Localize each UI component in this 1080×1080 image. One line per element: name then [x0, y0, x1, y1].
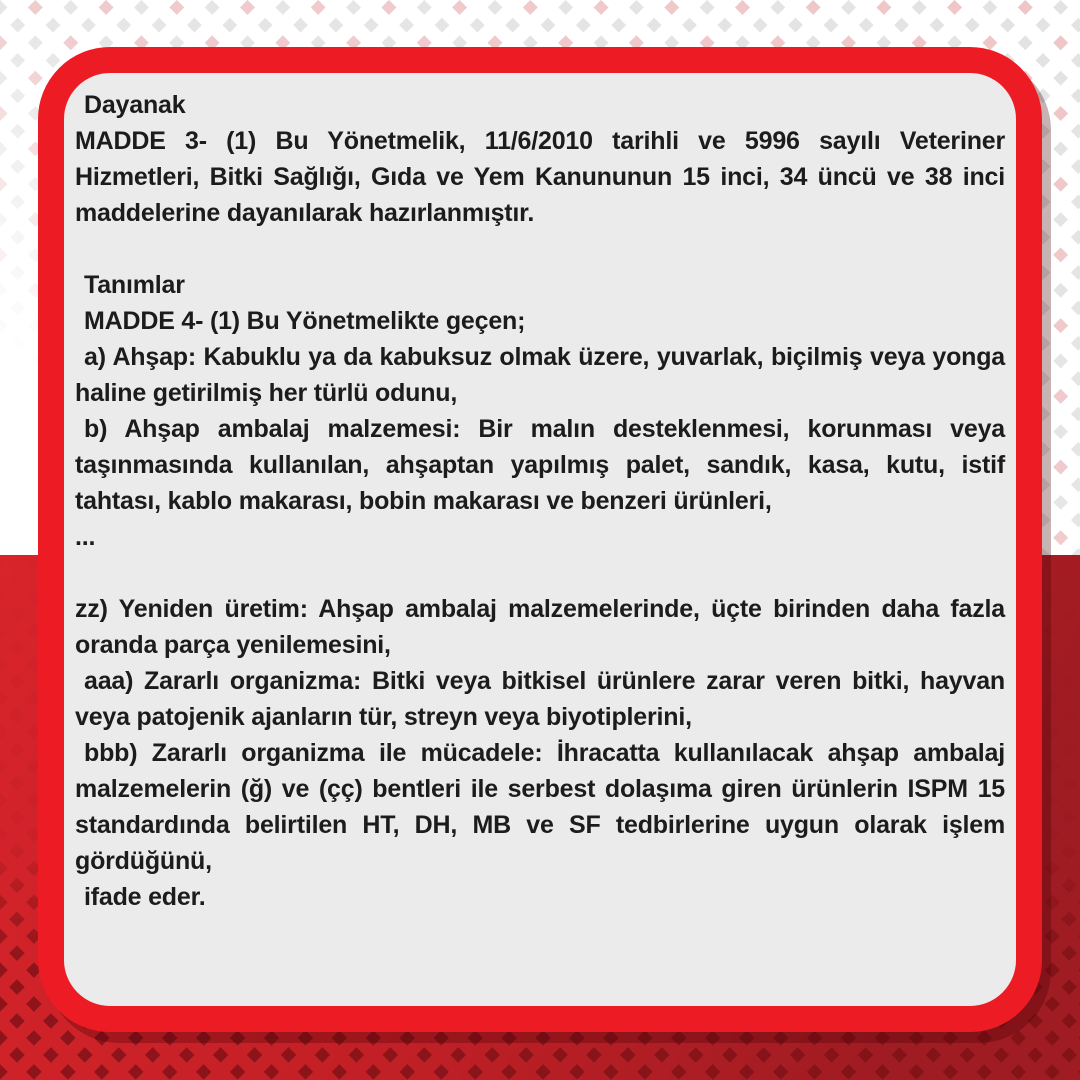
spacer	[75, 231, 1005, 267]
paragraph-item-b: b) Ahşap ambalaj malzemesi: Bir malın desteklenmesi, korunması veya taşınmasında kullanılan, ahşaptan yapılmış palet, sandık, kasa, kutu, istif tahtası, kablo makarası, bobin makarası ve benzeri ürünleri,	[75, 415, 1005, 515]
paragraph-madde4: MADDE 4- (1) Bu Yönetmelikte geçen;	[84, 307, 526, 335]
paragraph-ifade-eder: ifade eder.	[84, 883, 206, 911]
card-content	[64, 73, 1016, 1006]
text-card	[38, 47, 1042, 1032]
paragraph-item-bbb: bbb) Zararlı organizma ile mücadele: İhracatta kullanılacak ahşap ambalaj malzemelerin (ğ) ve (çç) bentleri ile serbest dolaşıma giren ürünlerin ISPM 15 standardında belirtilen HT, DH, MB ve SF tedbirlerine uygun olarak işlem gördüğünü,	[75, 739, 1005, 875]
paragraph-item-a: a) Ahşap: Kabuklu ya da kabuksuz olmak üzere, yuvarlak, biçilmiş veya yonga haline getirilmiş her türlü odunu,	[75, 343, 1005, 407]
section-heading-tanimlar: Tanımlar	[84, 271, 185, 299]
spacer	[75, 555, 1005, 591]
paragraph-ellipsis: ...	[75, 523, 96, 551]
paragraph-madde3: MADDE 3- (1) Bu Yönetmelik, 11/6/2010 tarihli ve 5996 sayılı Veteriner Hizmetleri, Bitki Sağlığı, Gıda ve Yem Kanununun 15 inci, 34 üncü ve 38 inci maddelerine dayanılarak hazırlanmıştır.	[75, 127, 1005, 227]
section-heading-dayanak: Dayanak	[84, 91, 186, 119]
paragraph-item-zz: zz) Yeniden üretim: Ahşap ambalaj malzemelerinde, üçte birinden daha fazla oranda parça yenilemesini,	[75, 595, 1005, 659]
paragraph-item-aaa: aaa) Zararlı organizma: Bitki veya bitkisel ürünlere zarar veren bitki, hayvan veya patojenik ajanların tür, streyn veya biyotiplerini,	[75, 667, 1005, 731]
